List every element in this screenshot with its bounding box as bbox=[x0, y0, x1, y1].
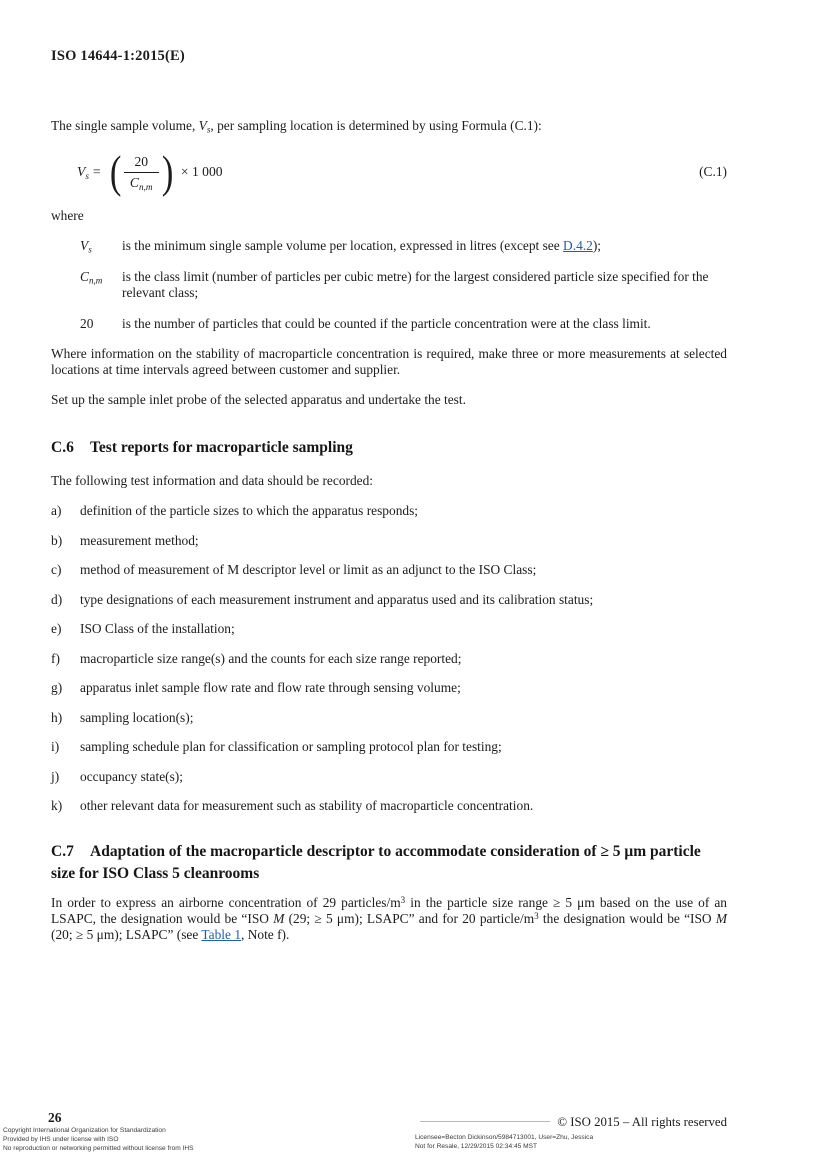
copyright-line: Copyright International Organization for Standardization bbox=[3, 1127, 166, 1134]
list-item-text: sampling schedule plan for classification or sampling protocol plan for testing; bbox=[80, 739, 502, 754]
stability-paragraph: Where information on the stability of macroparticle concentration is required, make three or more measurements at selected locations at time intervals agreed between customer and supplier. bbox=[51, 346, 727, 377]
list-item bbox=[51, 562, 727, 578]
list-item-letter: c) bbox=[51, 562, 62, 577]
list-item bbox=[51, 739, 727, 755]
list-item-text: definition of the particle sizes to which the apparatus responds; bbox=[80, 503, 419, 518]
cross-reference-link[interactable]: D.4.2 bbox=[563, 238, 593, 253]
definition-row bbox=[51, 238, 727, 254]
equals-sign: = bbox=[92, 164, 101, 179]
list-item bbox=[51, 592, 727, 608]
definition-term: 20 bbox=[80, 316, 94, 331]
section-c7-heading bbox=[51, 841, 727, 885]
definition-row bbox=[51, 269, 727, 301]
list-item bbox=[51, 710, 727, 726]
copyright-line: Provided by IHS under license with ISO bbox=[3, 1136, 119, 1143]
section-number: C.7 bbox=[51, 843, 74, 860]
intro-paragraph: The single sample volume, $V_s$, per sampling location is determined by using Formula (C.1): bbox=[51, 118, 542, 135]
section-title: Adaptation of the macroparticle descriptor to accommodate consideration of ≥ 5 μm particle size for ISO Class 5 cleanrooms bbox=[51, 843, 701, 882]
list-item-letter: e) bbox=[51, 621, 62, 636]
list-item bbox=[51, 769, 727, 785]
definition-term: $V_s$ bbox=[80, 238, 92, 255]
copyright-notice bbox=[3, 1126, 194, 1153]
list-item-letter: k) bbox=[51, 798, 63, 813]
list-item-letter: d) bbox=[51, 591, 63, 607]
page-content bbox=[51, 0, 727, 943]
list-item bbox=[51, 680, 727, 696]
page-number: 26 bbox=[48, 1110, 62, 1125]
list-item-letter: j) bbox=[51, 768, 60, 784]
copyright-line: No reproduction or networking permitted without license from IHS bbox=[3, 1145, 194, 1152]
list-item-text: measurement method; bbox=[80, 532, 199, 548]
list-item-text: occupancy state(s); bbox=[80, 768, 183, 784]
list-item bbox=[51, 533, 727, 549]
list-item-letter: i) bbox=[51, 739, 60, 754]
fraction-denominator: $C_{n,m}$ bbox=[124, 172, 159, 191]
where-label: where bbox=[51, 208, 84, 223]
list-item-letter: h) bbox=[51, 709, 63, 725]
formula-expression bbox=[77, 146, 223, 197]
c7-body-paragraph: In order to express an airborne concentration of 29 particles/$m^3$ in the particle size range ≥ 5 μm based on the use of an LSAPC, the designation would be “ISO M (29; ≥ 5 μm); LSAPC” and for 20 particle/$m^3$ the designation would be “ISO M (20; ≥ 5 μm); LSAPC” (see Table 1, Note f). bbox=[51, 894, 727, 942]
definition-term: $C_{n,m}$ bbox=[80, 269, 103, 286]
definition-description: is the number of particles that could be counted if the particle concentration were at the class limit. bbox=[122, 316, 651, 331]
c6-intro-paragraph: The following test information and data should be recorded: bbox=[51, 473, 374, 488]
section-title: Test reports for macroparticle sampling bbox=[90, 439, 353, 456]
close-paren: ) bbox=[161, 146, 174, 197]
formula-number-label: (C.1) bbox=[699, 164, 727, 179]
list-item-text: apparatus inlet sample flow rate and flow rate through sensing volume; bbox=[80, 680, 461, 695]
definition-description: is the class limit (number of particles per cubic metre) for the largest considered particle size specified for the relevant class; bbox=[122, 269, 709, 300]
license-line: Not for Resale, 12/29/2015 02:34:45 MST bbox=[415, 1143, 538, 1150]
list-item bbox=[51, 651, 727, 667]
list-item-text: ISO Class of the installation; bbox=[80, 621, 235, 636]
list-item-letter: g) bbox=[51, 680, 63, 695]
definition-description: is the minimum single sample volume per location, expressed in litres (except see D.4.2); bbox=[122, 238, 601, 253]
fraction bbox=[124, 154, 159, 191]
section-number: C.6 bbox=[51, 439, 74, 456]
list-item-letter: f) bbox=[51, 650, 60, 666]
list-item-text: sampling location(s); bbox=[80, 709, 194, 725]
list-item-text: other relevant data for measurement such as stability of macroparticle concentration. bbox=[80, 798, 534, 813]
list-item-text: type designations of each measurement instrument and apparatus used and its calibration status; bbox=[80, 591, 594, 607]
license-line: Licensee=Becton Dickinson/5984713001, User=Zhu, Jessica bbox=[415, 1134, 594, 1141]
open-paren: ( bbox=[109, 146, 121, 197]
setup-paragraph: Set up the sample inlet probe of the selected apparatus and undertake the test. bbox=[51, 392, 466, 407]
definitions-list bbox=[51, 238, 727, 332]
list-item-text: macroparticle size range(s) and the counts for each size range reported; bbox=[80, 650, 462, 666]
list-item-letter: a) bbox=[51, 503, 62, 518]
list-item bbox=[51, 503, 727, 519]
list-item-letter: b) bbox=[51, 532, 63, 548]
list-item bbox=[51, 798, 727, 814]
formula-multiplier: × 1 000 bbox=[180, 164, 223, 179]
fraction-numerator: 20 bbox=[134, 153, 149, 169]
faded-watermark-text: –– ––– –– –––– ––– ––––– ––– –– bbox=[420, 1118, 551, 1125]
formula-c1 bbox=[51, 145, 727, 199]
c6-lettered-list bbox=[51, 503, 727, 814]
cross-reference-link[interactable]: Table 1 bbox=[201, 927, 242, 942]
definition-row bbox=[51, 316, 727, 332]
formula-lhs: $V_s$ bbox=[77, 164, 89, 181]
document-header-title: ISO 14644-1:2015(E) bbox=[51, 48, 185, 64]
list-item-text: method of measurement of M descriptor level or limit as an adjunct to the ISO Class; bbox=[80, 562, 537, 577]
rights-reserved-notice: © ISO 2015 – All rights reserved bbox=[557, 1115, 727, 1129]
section-c6-heading bbox=[51, 437, 727, 459]
license-notice bbox=[415, 1133, 593, 1151]
list-item bbox=[51, 621, 727, 637]
